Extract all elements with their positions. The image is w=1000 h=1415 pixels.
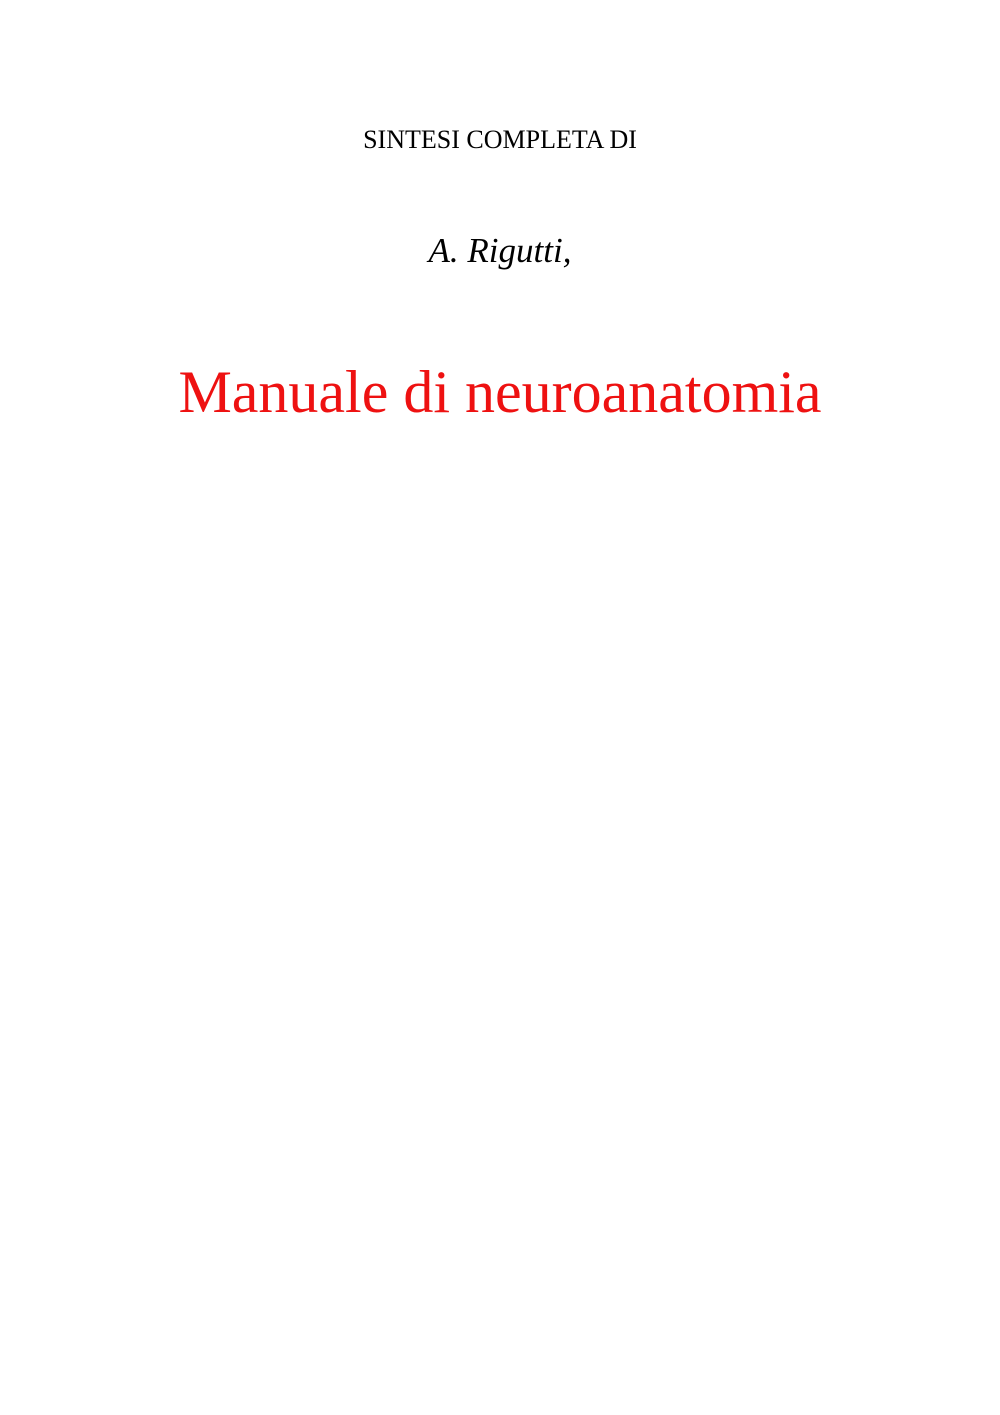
cover-author: A. Rigutti, (428, 231, 572, 270)
cover-header: SINTESI COMPLETA DI (363, 125, 637, 154)
cover-title: Manuale di neuroanatomia (178, 359, 822, 425)
